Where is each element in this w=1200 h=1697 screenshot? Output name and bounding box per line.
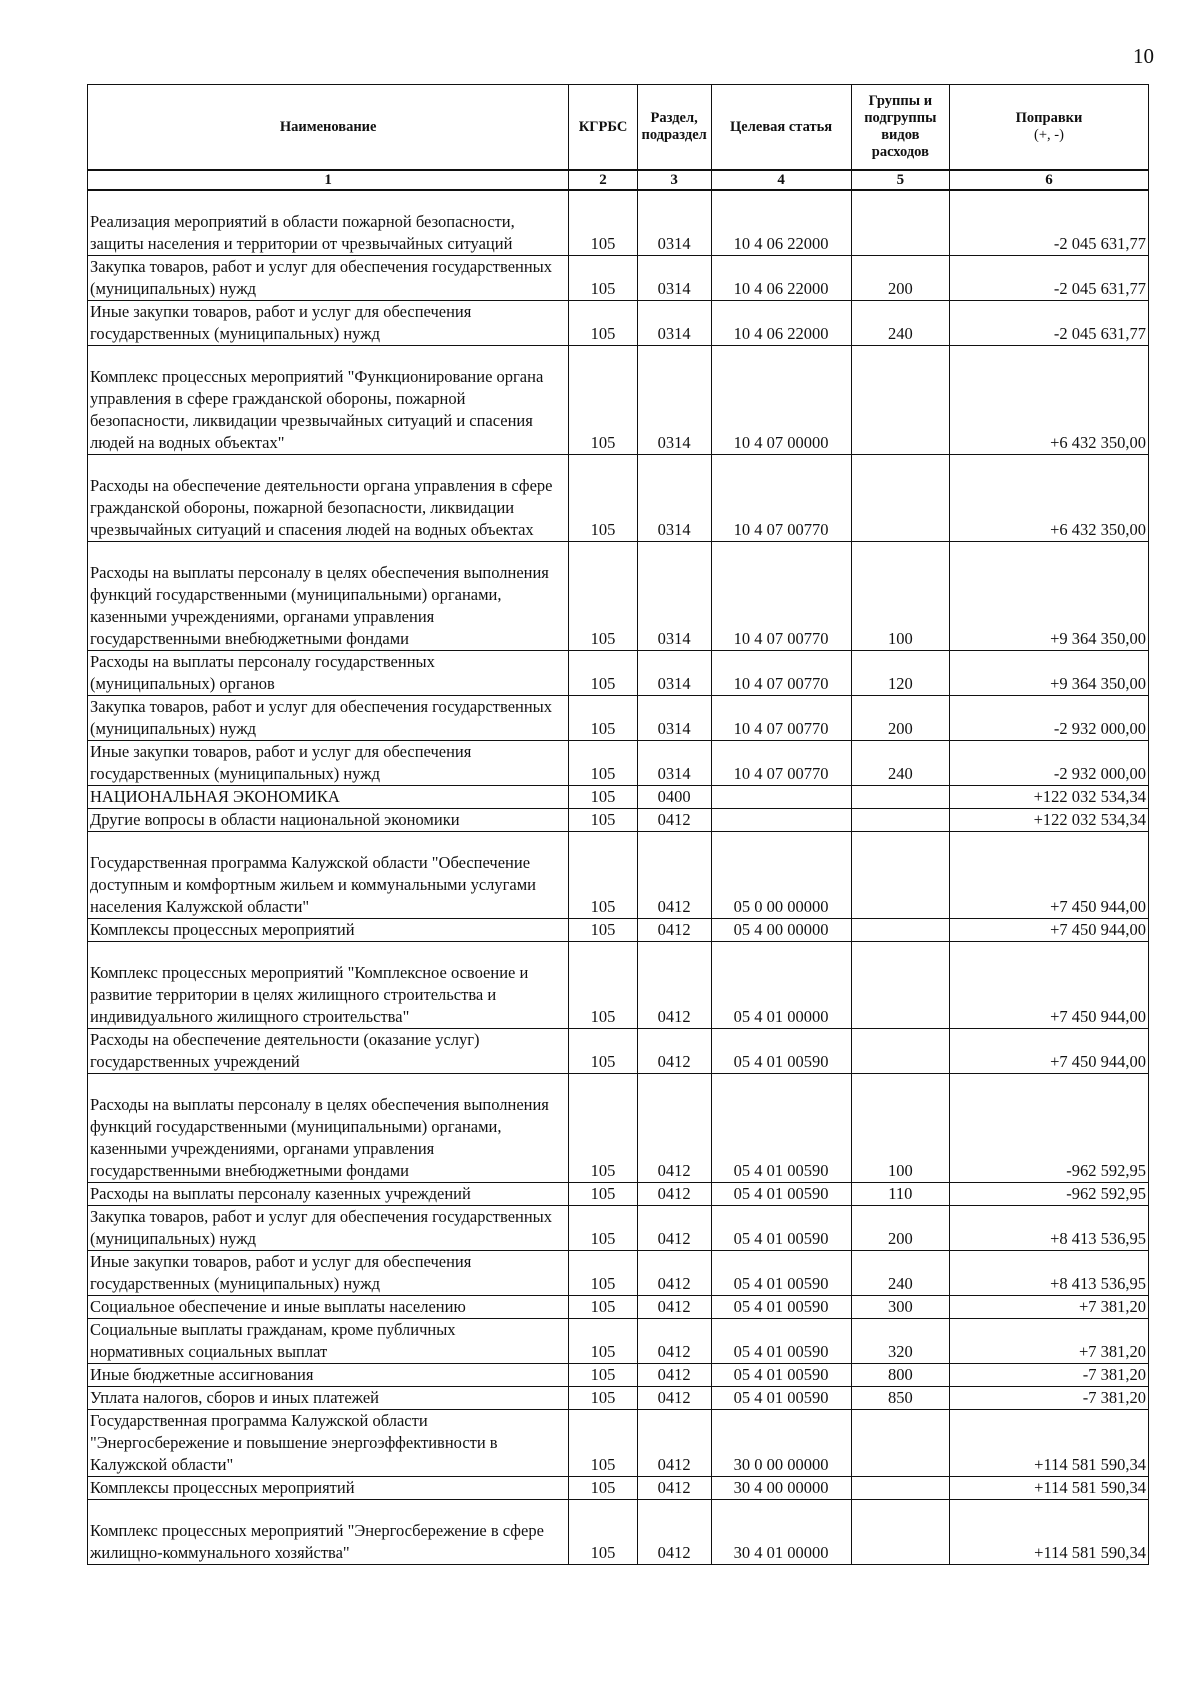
row-name-line: Расходы на выплаты персоналу в целях обеспечения выполнения [90, 1095, 549, 1114]
row-target: 10 4 06 22000 [711, 301, 851, 346]
header-amendments-sign: (+, -) [1034, 127, 1064, 143]
row-amount: +122 032 534,34 [950, 786, 1149, 809]
row-name-line: Уплата налогов, сборов и иных платежей [90, 1388, 379, 1407]
row-group [851, 455, 949, 542]
budget-amendments-table [87, 84, 1149, 1565]
row-target: 10 4 07 00000 [711, 346, 851, 455]
row-kgrbs: 105 [569, 256, 637, 301]
row-amount: +9 364 350,00 [950, 651, 1149, 696]
row-section: 0314 [637, 696, 711, 741]
column-number-row [88, 170, 1149, 190]
row-section: 0412 [637, 1410, 711, 1477]
row-name-line: (муниципальных) нужд [90, 279, 257, 298]
row-name-cell [88, 1206, 569, 1251]
row-amount: +114 581 590,34 [950, 1410, 1149, 1477]
table-row [88, 741, 1149, 786]
header-amendments [950, 85, 1149, 171]
row-group: 320 [851, 1319, 949, 1364]
row-name-cell [88, 942, 569, 1029]
row-name-cell [88, 1364, 569, 1387]
row-target: 10 4 07 00770 [711, 696, 851, 741]
row-name-line: Закупка товаров, работ и услуг для обеспечения государственных [90, 257, 553, 276]
header-kgrbs: КГРБС [569, 85, 637, 171]
row-name-line: казенными учреждениями, органами управления [90, 607, 435, 626]
row-amount: -2 045 631,77 [950, 190, 1149, 256]
row-name-cell [88, 1477, 569, 1500]
row-amount: +122 032 534,34 [950, 809, 1149, 832]
row-name-line: индивидуального жилищного строительства" [90, 1007, 410, 1026]
row-target: 30 4 00 00000 [711, 1477, 851, 1500]
row-group [851, 832, 949, 919]
row-section: 0314 [637, 455, 711, 542]
row-group: 200 [851, 256, 949, 301]
row-name-line: Расходы на выплаты персоналу в целях обеспечения выполнения [90, 563, 549, 582]
row-kgrbs: 105 [569, 1206, 637, 1251]
row-target: 05 4 01 00000 [711, 942, 851, 1029]
row-group: 120 [851, 651, 949, 696]
row-name-cell [88, 1183, 569, 1206]
row-name-line: Иные бюджетные ассигнования [90, 1365, 314, 1384]
table-row [88, 786, 1149, 809]
row-kgrbs: 105 [569, 1477, 637, 1500]
table-row [88, 1296, 1149, 1319]
row-name-line: Калужской области" [90, 1455, 234, 1474]
row-amount: -2 045 631,77 [950, 256, 1149, 301]
row-name-line: государственными внебюджетными фондами [90, 629, 410, 648]
row-section: 0412 [637, 1500, 711, 1565]
row-group [851, 190, 949, 256]
row-kgrbs: 105 [569, 1319, 637, 1364]
row-name-line: Социальные выплаты гражданам, кроме публичных [90, 1320, 456, 1339]
row-name-line: "Энергосбережение и повышение энергоэффективности в [90, 1433, 498, 1452]
row-name-line: управления в сфере гражданской обороны, пожарной [90, 389, 466, 408]
row-group: 100 [851, 542, 949, 651]
row-target: 10 4 07 00770 [711, 651, 851, 696]
row-section: 0400 [637, 786, 711, 809]
table-row [88, 455, 1149, 542]
row-name-line: Расходы на обеспечение деятельности органа управления в сфере [90, 476, 553, 495]
row-amount: +114 581 590,34 [950, 1500, 1149, 1565]
row-amount: -2 045 631,77 [950, 301, 1149, 346]
row-section: 0412 [637, 1319, 711, 1364]
table-row [88, 942, 1149, 1029]
row-section: 0314 [637, 301, 711, 346]
row-amount: -2 932 000,00 [950, 741, 1149, 786]
row-name-line: Расходы на обеспечение деятельности (оказание услуг) [90, 1030, 480, 1049]
column-number: 5 [851, 170, 949, 190]
row-group [851, 919, 949, 942]
row-group: 110 [851, 1183, 949, 1206]
row-name-cell [88, 1074, 569, 1183]
row-name-line: функций государственными (муниципальными) органами, [90, 1117, 502, 1136]
row-target: 05 4 01 00590 [711, 1074, 851, 1183]
row-section: 0412 [637, 1387, 711, 1410]
row-amount: +7 450 944,00 [950, 832, 1149, 919]
row-amount: +8 413 536,95 [950, 1251, 1149, 1296]
row-section: 0412 [637, 1206, 711, 1251]
column-number: 4 [711, 170, 851, 190]
row-name-line: людей на водных объектах" [90, 433, 285, 452]
row-kgrbs: 105 [569, 786, 637, 809]
row-name-line: Комплекс процессных мероприятий "Энергосбережение в сфере [90, 1521, 544, 1540]
row-amount: -7 381,20 [950, 1364, 1149, 1387]
row-target: 10 4 07 00770 [711, 455, 851, 542]
row-name-line: гражданской обороны, пожарной безопасности, ликвидации [90, 498, 515, 517]
row-group: 200 [851, 1206, 949, 1251]
row-name-line: доступным и комфортным жильем и коммунальными услугами [90, 875, 536, 894]
table-row [88, 256, 1149, 301]
row-kgrbs: 105 [569, 542, 637, 651]
row-amount: +6 432 350,00 [950, 346, 1149, 455]
row-group [851, 942, 949, 1029]
table-row [88, 832, 1149, 919]
table-row [88, 1029, 1149, 1074]
row-name-cell [88, 832, 569, 919]
row-name-line: Комплекс процессных мероприятий "Комплексное освоение и [90, 963, 529, 982]
row-kgrbs: 105 [569, 1410, 637, 1477]
row-section: 0412 [637, 1251, 711, 1296]
header-amendments-title: Поправки [1015, 110, 1083, 126]
row-target: 10 4 07 00770 [711, 741, 851, 786]
row-name-line: НАЦИОНАЛЬНАЯ ЭКОНОМИКА [90, 787, 340, 806]
row-amount: -962 592,95 [950, 1183, 1149, 1206]
row-kgrbs: 105 [569, 1029, 637, 1074]
row-name-line: Закупка товаров, работ и услуг для обеспечения государственных [90, 1207, 553, 1226]
row-name-line: государственных учреждений [90, 1052, 300, 1071]
row-kgrbs: 105 [569, 1364, 637, 1387]
row-section: 0412 [637, 1296, 711, 1319]
row-section: 0412 [637, 832, 711, 919]
table-row [88, 1183, 1149, 1206]
row-section: 0314 [637, 741, 711, 786]
row-name-line: Государственная программа Калужской области [90, 1411, 428, 1430]
row-target: 05 4 01 00590 [711, 1296, 851, 1319]
row-name-line: государственных (муниципальных) нужд [90, 764, 380, 783]
row-target: 05 4 00 00000 [711, 919, 851, 942]
row-target: 10 4 06 22000 [711, 190, 851, 256]
column-number: 3 [637, 170, 711, 190]
row-name-cell [88, 542, 569, 651]
row-name-line: Комплекс процессных мероприятий "Функционирование органа [90, 367, 544, 386]
row-name-line: функций государственными (муниципальными) органами, [90, 585, 502, 604]
row-name-line: Иные закупки товаров, работ и услуг для обеспечения [90, 742, 472, 761]
row-kgrbs: 105 [569, 1183, 637, 1206]
row-kgrbs: 105 [569, 832, 637, 919]
row-name-cell [88, 741, 569, 786]
row-amount: +6 432 350,00 [950, 455, 1149, 542]
row-group: 300 [851, 1296, 949, 1319]
row-amount: -962 592,95 [950, 1074, 1149, 1183]
header-name: Наименование [88, 85, 569, 171]
row-name-cell [88, 346, 569, 455]
row-name-cell [88, 651, 569, 696]
row-target: 10 4 07 00770 [711, 542, 851, 651]
row-name-line: жилищно-коммунального хозяйства" [90, 1543, 350, 1562]
row-target: 05 4 01 00590 [711, 1251, 851, 1296]
row-amount: +8 413 536,95 [950, 1206, 1149, 1251]
row-name-line: Государственная программа Калужской области "Обеспечение [90, 853, 531, 872]
page-number: 10 [1133, 44, 1154, 68]
table-row [88, 1477, 1149, 1500]
row-kgrbs: 105 [569, 455, 637, 542]
row-target: 05 4 01 00590 [711, 1319, 851, 1364]
row-group [851, 809, 949, 832]
row-name-line: Закупка товаров, работ и услуг для обеспечения государственных [90, 697, 553, 716]
row-section: 0412 [637, 942, 711, 1029]
row-name-cell [88, 190, 569, 256]
table-row [88, 1500, 1149, 1565]
table-row [88, 1074, 1149, 1183]
row-name-line: Расходы на выплаты персоналу казенных учреждений [90, 1184, 471, 1203]
row-name-cell [88, 1387, 569, 1410]
row-name-cell [88, 301, 569, 346]
row-kgrbs: 105 [569, 942, 637, 1029]
row-name-line: безопасности, ликвидации чрезвычайных ситуаций и спасения [90, 411, 533, 430]
row-kgrbs: 105 [569, 346, 637, 455]
row-name-cell [88, 1296, 569, 1319]
row-kgrbs: 105 [569, 1500, 637, 1565]
row-amount: +7 450 944,00 [950, 942, 1149, 1029]
row-section: 0314 [637, 256, 711, 301]
row-kgrbs: 105 [569, 190, 637, 256]
row-name-line: Расходы на выплаты персоналу государственных [90, 652, 435, 671]
row-amount: -7 381,20 [950, 1387, 1149, 1410]
row-amount: +7 381,20 [950, 1296, 1149, 1319]
row-target [711, 809, 851, 832]
row-name-line: государственных (муниципальных) нужд [90, 324, 380, 343]
row-amount: +7 450 944,00 [950, 919, 1149, 942]
row-name-cell [88, 256, 569, 301]
row-kgrbs: 105 [569, 1296, 637, 1319]
row-target: 05 4 01 00590 [711, 1029, 851, 1074]
row-group [851, 786, 949, 809]
row-name-line: защиты населения и территории от чрезвычайных ситуаций [90, 234, 513, 253]
row-kgrbs: 105 [569, 1074, 637, 1183]
row-group [851, 1410, 949, 1477]
table-row [88, 346, 1149, 455]
row-target: 05 0 00 00000 [711, 832, 851, 919]
row-target [711, 786, 851, 809]
table-row [88, 1251, 1149, 1296]
table-header-row [88, 85, 1149, 171]
row-kgrbs: 105 [569, 651, 637, 696]
row-amount: +9 364 350,00 [950, 542, 1149, 651]
row-group: 240 [851, 741, 949, 786]
row-name-line: Комплексы процессных мероприятий [90, 920, 355, 939]
row-kgrbs: 105 [569, 809, 637, 832]
row-amount: +7 381,20 [950, 1319, 1149, 1364]
row-name-line: развитие территории в целях жилищного строительства и [90, 985, 497, 1004]
row-name-cell [88, 809, 569, 832]
row-group: 200 [851, 696, 949, 741]
row-section: 0412 [637, 1477, 711, 1500]
row-target: 05 4 01 00590 [711, 1364, 851, 1387]
row-section: 0412 [637, 809, 711, 832]
table-row [88, 809, 1149, 832]
row-name-line: Социальное обеспечение и иные выплаты населению [90, 1297, 466, 1316]
row-kgrbs: 105 [569, 696, 637, 741]
table-row [88, 651, 1149, 696]
row-section: 0412 [637, 1074, 711, 1183]
table-row [88, 696, 1149, 741]
row-section: 0412 [637, 1364, 711, 1387]
row-name-line: (муниципальных) нужд [90, 1229, 257, 1248]
row-name-line: населения Калужской области" [90, 897, 310, 916]
row-name-cell [88, 1319, 569, 1364]
row-kgrbs: 105 [569, 301, 637, 346]
row-target: 30 0 00 00000 [711, 1410, 851, 1477]
table-row [88, 1410, 1149, 1477]
row-group [851, 346, 949, 455]
row-target: 05 4 01 00590 [711, 1183, 851, 1206]
row-group [851, 1500, 949, 1565]
header-section: Раздел, подраздел [637, 85, 711, 171]
row-name-line: Иные закупки товаров, работ и услуг для обеспечения [90, 1252, 472, 1271]
row-group: 800 [851, 1364, 949, 1387]
column-number: 1 [88, 170, 569, 190]
row-name-line: Реализация мероприятий в области пожарной безопасности, [90, 212, 515, 231]
row-target: 30 4 01 00000 [711, 1500, 851, 1565]
row-section: 0314 [637, 190, 711, 256]
row-name-line: казенными учреждениями, органами управления [90, 1139, 435, 1158]
row-kgrbs: 105 [569, 1387, 637, 1410]
row-name-line: государственных (муниципальных) нужд [90, 1274, 380, 1293]
row-target: 05 4 01 00590 [711, 1387, 851, 1410]
row-name-cell [88, 455, 569, 542]
header-target: Целевая статья [711, 85, 851, 171]
row-name-cell [88, 1029, 569, 1074]
table-row [88, 1206, 1149, 1251]
row-kgrbs: 105 [569, 741, 637, 786]
row-target: 05 4 01 00590 [711, 1206, 851, 1251]
table-row [88, 1387, 1149, 1410]
header-groups: Группы и подгруппы видов расходов [851, 85, 949, 171]
row-name-cell [88, 1410, 569, 1477]
row-name-cell [88, 919, 569, 942]
row-name-line: Комплексы процессных мероприятий [90, 1478, 355, 1497]
table-row [88, 1364, 1149, 1387]
row-name-line: Другие вопросы в области национальной экономики [90, 810, 460, 829]
table-row [88, 542, 1149, 651]
row-name-line: (муниципальных) нужд [90, 719, 257, 738]
row-name-cell [88, 696, 569, 741]
row-name-cell [88, 1500, 569, 1565]
column-number: 2 [569, 170, 637, 190]
table-row [88, 190, 1149, 256]
row-target: 10 4 06 22000 [711, 256, 851, 301]
row-name-line: Иные закупки товаров, работ и услуг для обеспечения [90, 302, 472, 321]
row-section: 0314 [637, 542, 711, 651]
row-kgrbs: 105 [569, 919, 637, 942]
row-group [851, 1029, 949, 1074]
row-section: 0314 [637, 651, 711, 696]
row-name-cell [88, 1251, 569, 1296]
table-row [88, 919, 1149, 942]
row-section: 0412 [637, 1183, 711, 1206]
row-group: 100 [851, 1074, 949, 1183]
table-row [88, 301, 1149, 346]
row-amount: +7 450 944,00 [950, 1029, 1149, 1074]
row-group: 240 [851, 1251, 949, 1296]
row-amount: -2 932 000,00 [950, 696, 1149, 741]
row-name-line: государственными внебюджетными фондами [90, 1161, 410, 1180]
row-kgrbs: 105 [569, 1251, 637, 1296]
row-group: 850 [851, 1387, 949, 1410]
row-amount: +114 581 590,34 [950, 1477, 1149, 1500]
table-body [88, 190, 1149, 1565]
row-group [851, 1477, 949, 1500]
row-name-line: нормативных социальных выплат [90, 1342, 328, 1361]
table-row [88, 1319, 1149, 1364]
row-section: 0314 [637, 346, 711, 455]
row-section: 0412 [637, 919, 711, 942]
row-section: 0412 [637, 1029, 711, 1074]
row-name-cell [88, 786, 569, 809]
row-group: 240 [851, 301, 949, 346]
row-name-line: (муниципальных) органов [90, 674, 275, 693]
row-name-line: чрезвычайных ситуаций и спасения людей на водных объектах [90, 520, 534, 539]
column-number: 6 [950, 170, 1149, 190]
